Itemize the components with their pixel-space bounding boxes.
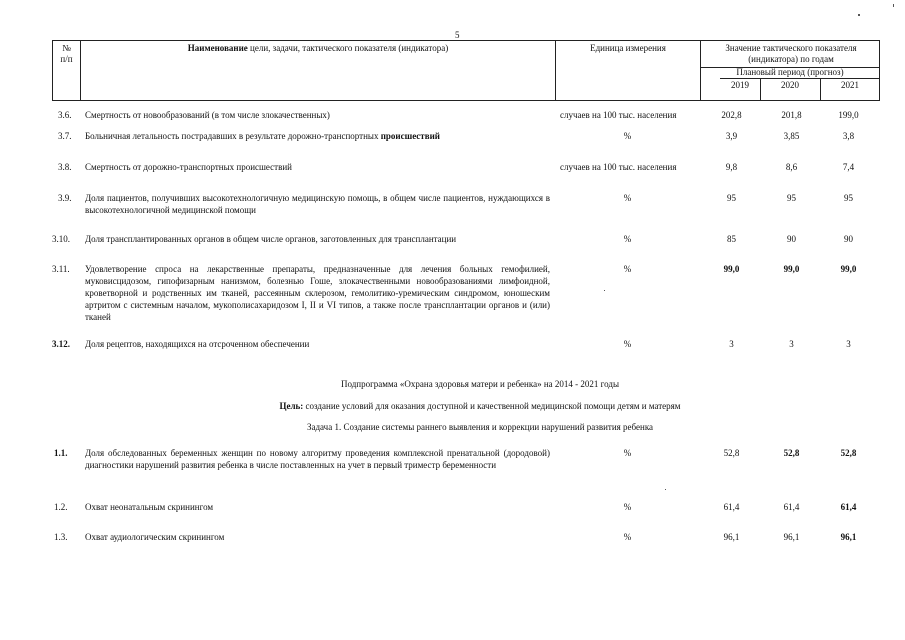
row-number: 3.12. [52, 339, 70, 349]
row-value-2019: 9,8 [725, 162, 738, 172]
header-year-2019: 2019 [731, 80, 749, 90]
row-value-2020: 95 [787, 193, 796, 203]
row-value-2019: 61,4 [723, 502, 740, 512]
row-number: 3.6. [58, 110, 72, 120]
row-unit: % [623, 448, 632, 458]
row-value-2021: 61,4 [840, 502, 857, 512]
row-value-2021: 7,4 [842, 162, 855, 172]
row-value-2020: 90 [787, 234, 796, 244]
row-unit: % [623, 193, 632, 203]
row-value-2020: 96,1 [783, 532, 800, 542]
row-value-2019: 95 [727, 193, 736, 203]
page-number: 5 [455, 30, 460, 40]
row-value-2021: 3,8 [842, 131, 855, 141]
row-number: 1.2. [54, 502, 68, 512]
row-value-2020: 201,8 [781, 110, 802, 120]
scan-speck [893, 4, 894, 7]
row-value-2019: 96,1 [723, 532, 740, 542]
row-name: Охват неонатальным скринингом [85, 502, 214, 512]
task-title: Задача 1. Создание системы раннего выявления и коррекции нарушений развития ребенка [306, 422, 654, 432]
row-number: 1.1. [54, 448, 68, 458]
header-no: № п/п [60, 43, 73, 64]
header-name-bold: Наименование [187, 43, 248, 53]
row-unit: % [623, 502, 632, 512]
row-unit: % [623, 264, 632, 274]
row-name: Доля обследованных беременных женщин по новому алгоритму проведения комплексной пренатальной (дородовой) диагностики нарушений развития ребенка в числе поставленных на учет в первый триместр беременности [85, 448, 550, 470]
row-name: Доля рецептов, находящихся на отсроченном обеспечении [85, 339, 310, 349]
row-value-2019: 3,9 [725, 131, 738, 141]
row-value-2019: 52,8 [723, 448, 740, 458]
row-number: 3.10. [52, 234, 70, 244]
goal-text: создание условий для оказания доступной и качественной медицинской помощи детям и матерям [303, 401, 681, 411]
row-name: Смертность от дорожно-транспортных происшествий [85, 162, 292, 172]
row-name: Доля пациентов, получивших высокотехнологичную медицинскую помощь, в общем числе пациентов, нуждающихся в высокотехнологичной медицинской помощи [85, 193, 550, 215]
row-value-2020: 52,8 [783, 448, 800, 458]
header-unit: Единица измерения [590, 43, 666, 53]
scan-speck [858, 14, 860, 16]
row-value-2020: 99,0 [783, 264, 800, 274]
row-name: Больничная летальность пострадавших в результате дорожно-транспортных происшествий [85, 131, 440, 141]
header-value: Значение тактического показателя (индикатора) по годам [725, 43, 857, 64]
row-number: 1.3. [54, 532, 68, 542]
row-number: 3.8. [58, 162, 72, 172]
header-name-rest: цели, задачи, тактического показателя (индикатора) [247, 43, 449, 53]
row-value-2019: 202,8 [721, 110, 742, 120]
header-year-2021: 2021 [841, 80, 859, 90]
row-number: 3.9. [58, 193, 72, 203]
scan-speck [604, 290, 605, 291]
row-value-2021: 95 [844, 193, 853, 203]
row-value-2020: 61,4 [783, 502, 800, 512]
row-number: 3.7. [58, 131, 72, 141]
row-name: Охват аудиологическим скринингом [85, 532, 225, 542]
row-value-2019: 85 [727, 234, 736, 244]
row-value-2021: 99,0 [840, 264, 857, 274]
row-value-2019: 99,0 [723, 264, 740, 274]
goal-label: Цель: [279, 401, 304, 411]
row-unit: % [623, 532, 632, 542]
row-value-2021: 52,8 [840, 448, 857, 458]
header-year-2020: 2020 [781, 80, 799, 90]
row-name: Смертность от новообразований (в том числе злокачественных) [85, 110, 330, 120]
row-number: 3.11. [52, 264, 70, 274]
row-value-2020: 3,85 [783, 131, 800, 141]
row-value-2019: 3 [729, 339, 734, 349]
row-value-2021: 3 [846, 339, 851, 349]
row-value-2020: 3 [789, 339, 794, 349]
row-unit: случаев на 100 тыс. населения [560, 162, 677, 172]
row-value-2020: 8,6 [785, 162, 798, 172]
row-name: Удовлетворение спроса на лекарственные препараты, предназначенные для лечения больных гемофилией, муковисцидозом, гипофизарным нанизмом, болезнью Гоше, злокачественными новообразованиями лимфоидной, кроветворной и родственных им тканей, рассеянным склерозом, гемолитико-уремическим синдромом, юношеским артритом с системным началом, мукополисахаридозом I, II и VI типов, а также после трансплантации органов и (или) тканей [85, 264, 550, 322]
row-unit: случаев на 100 тыс. населения [560, 110, 677, 120]
header-period: Плановый период (прогноз) [736, 67, 844, 77]
scan-speck [665, 489, 666, 490]
row-unit: % [623, 339, 632, 349]
row-name: Доля трансплантированных органов в общем числе органов, заготовленных для трансплантации [85, 234, 457, 244]
subprogram-title: Подпрограмма «Охрана здоровья матери и ребенка» на 2014 - 2021 годы [340, 379, 619, 389]
row-value-2021: 96,1 [840, 532, 857, 542]
header-name [82, 43, 554, 54]
row-value-2021: 90 [844, 234, 853, 244]
row-value-2021: 199,0 [838, 110, 859, 120]
row-unit: % [623, 131, 632, 141]
goal-line [90, 401, 870, 411]
row-unit: % [623, 234, 632, 244]
